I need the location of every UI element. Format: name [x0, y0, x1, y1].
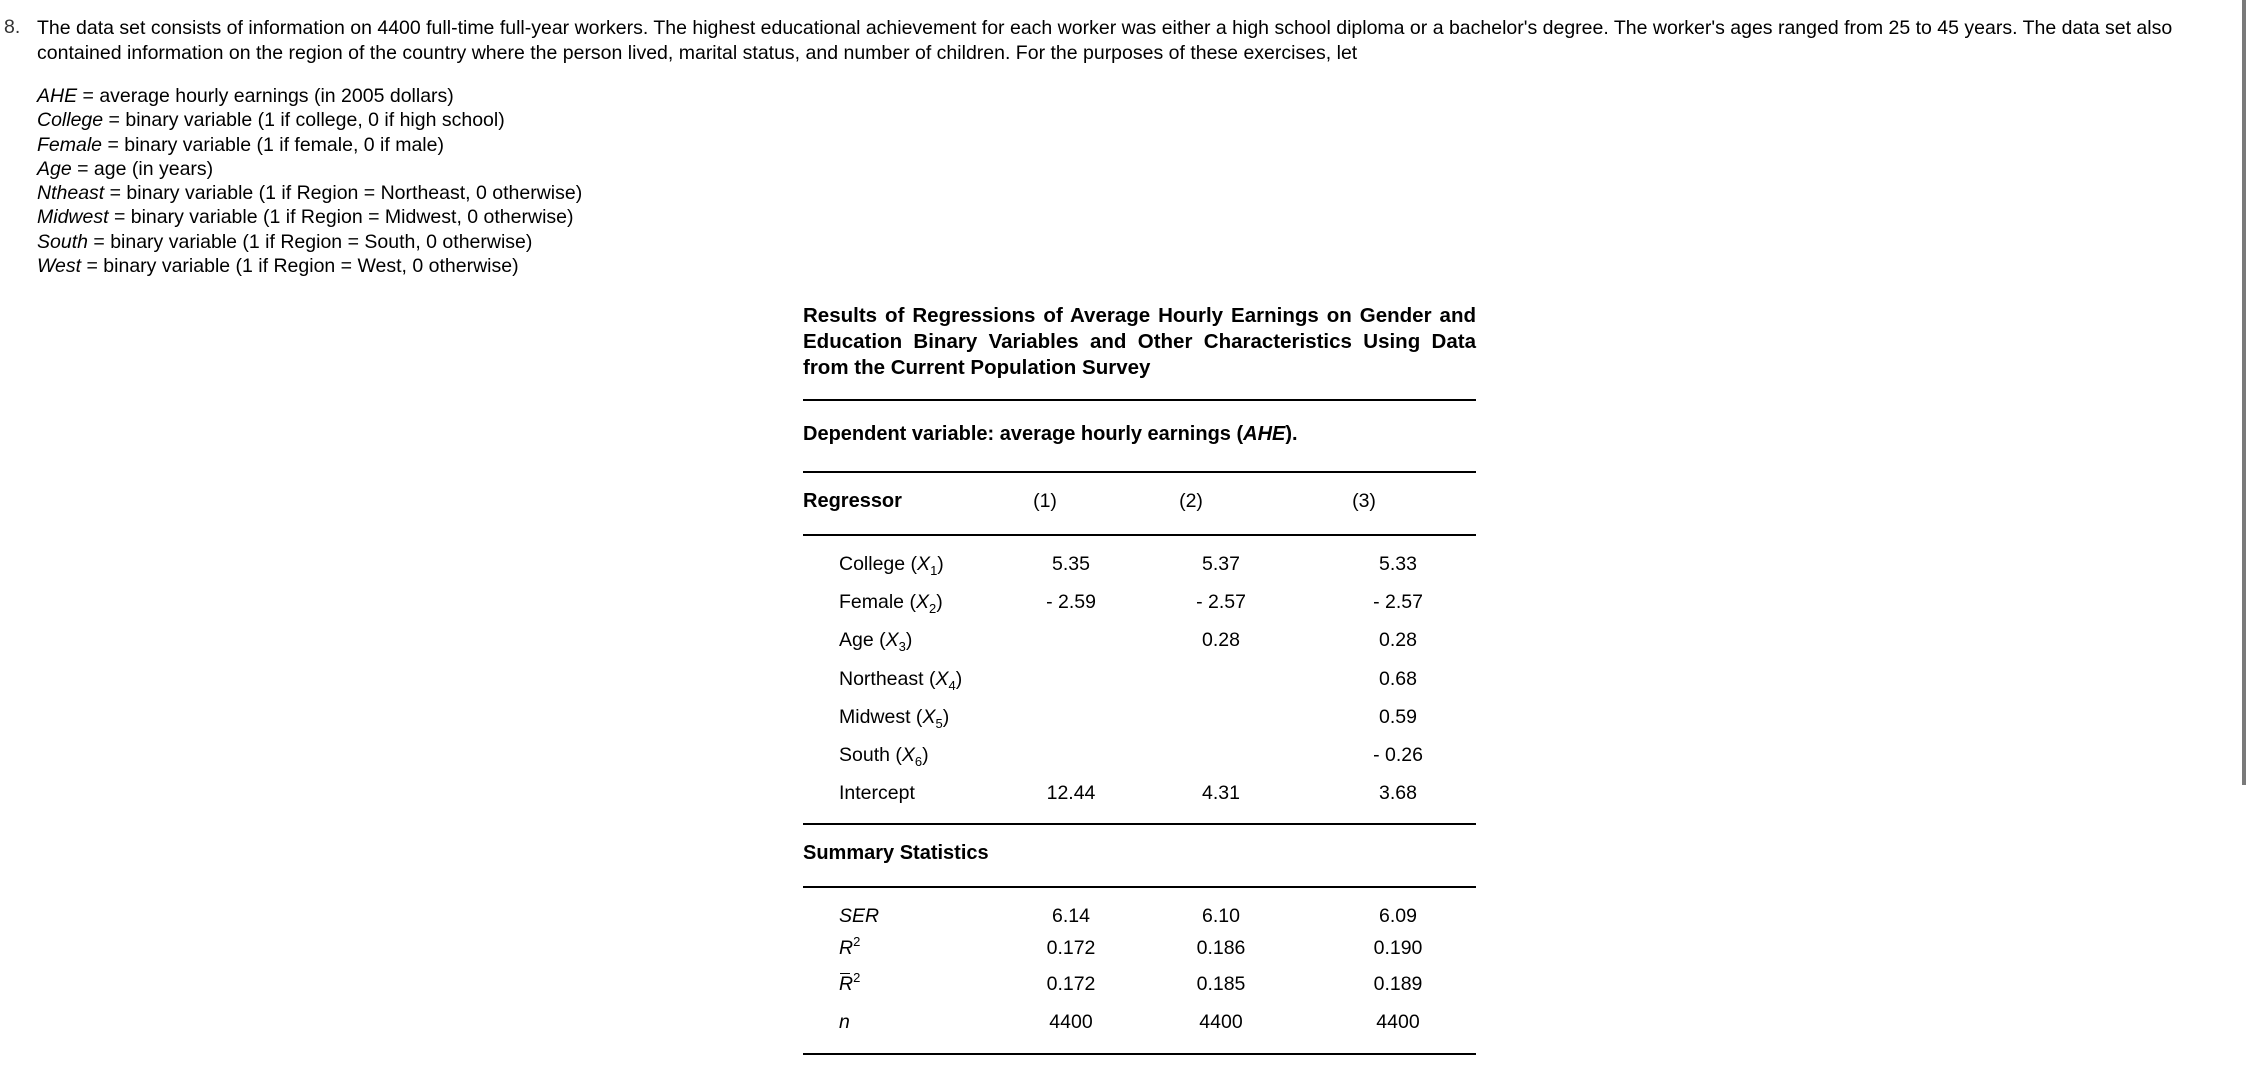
- definition-row: [37, 108, 582, 132]
- definition-term: AHE: [37, 85, 78, 107]
- table-rule: [803, 399, 1476, 401]
- summary-row: [803, 934, 1476, 967]
- regressor-label: [839, 782, 915, 805]
- regressor-subscript: 1: [930, 563, 938, 578]
- table-rule: [803, 886, 1476, 888]
- regressor-var: X: [885, 629, 899, 652]
- summary-row: [803, 1011, 1476, 1041]
- summary-row: [803, 970, 1476, 1003]
- summary-row: [803, 905, 1476, 935]
- coefficient-cell: - 0.26: [1373, 744, 1423, 766]
- column-header: (2): [1179, 490, 1203, 512]
- table-row: [803, 629, 1476, 659]
- regressor-subscript: 3: [898, 639, 906, 655]
- column-header: (1): [1033, 490, 1057, 512]
- regressor-subscript: 6: [914, 754, 923, 769]
- regressor-var: X: [901, 744, 915, 766]
- coefficient-cell: 3.68: [1379, 782, 1417, 805]
- statistic-name: R: [839, 937, 854, 959]
- question-number: 8.: [4, 16, 21, 38]
- statistic-cell: 4400: [1049, 1011, 1093, 1033]
- regressor-name: Midwest (: [839, 705, 923, 728]
- statistic-name: SER: [839, 905, 880, 927]
- statistic-cell: 6.09: [1379, 905, 1417, 927]
- definition-row: [37, 205, 582, 229]
- dependent-prefix: Dependent variable: average hourly earnings (: [803, 423, 1244, 445]
- table-rule: [803, 534, 1476, 536]
- table-title: Results of Regressions of Average Hourly Earnings on Gender and Education Binary Variables and Other Characteristics Using Data from the Current Population Survey: [803, 304, 1476, 379]
- regressor-var: X: [915, 591, 929, 614]
- statistic-cell: 0.189: [1373, 973, 1423, 995]
- regressor-var: X: [935, 667, 949, 690]
- summary-header: Summary Statistics: [803, 842, 989, 864]
- regressor-var: X: [922, 705, 936, 728]
- adjusted-r-squared-symbol: [839, 973, 853, 996]
- dependent-suffix: ).: [1285, 423, 1298, 445]
- statistic-label: [839, 905, 879, 928]
- regressor-name: South (: [839, 744, 902, 766]
- regressor-subscript: 5: [935, 715, 943, 731]
- coefficient-cell: 0.28: [1379, 629, 1417, 652]
- coefficient-cell: 12.44: [1046, 782, 1096, 805]
- regressor-close: ): [937, 553, 944, 575]
- statistic-cell: 0.172: [1046, 973, 1096, 995]
- table-rule: [803, 471, 1476, 473]
- coefficient-cell: 4.31: [1202, 782, 1240, 805]
- definition-term: Midwest: [37, 206, 109, 229]
- statistic-cell: 0.190: [1373, 937, 1423, 959]
- definition-row: [37, 84, 582, 108]
- regressor-label: [839, 744, 929, 767]
- coefficient-cell: 0.68: [1379, 667, 1417, 690]
- statistic-cell: 6.10: [1202, 905, 1240, 927]
- coefficient-cell: - 2.57: [1196, 591, 1246, 614]
- statistic-label: [839, 1011, 850, 1034]
- table-rule: [803, 1053, 1476, 1055]
- definition-term: South: [37, 230, 88, 253]
- table-rule: [803, 823, 1476, 825]
- statistic-superscript: 2: [853, 970, 861, 985]
- regressor-name: Female (: [839, 591, 916, 614]
- definition-row: [37, 133, 582, 157]
- dependent-variable-caption: [803, 423, 1298, 446]
- regressor-close: ): [922, 744, 929, 766]
- regressor-close: ): [942, 705, 950, 728]
- table-row: [803, 591, 1476, 621]
- coefficient-cell: - 2.59: [1046, 591, 1096, 614]
- definition-desc: = average hourly earnings (in 2005 dollars): [77, 85, 454, 107]
- definition-desc: = binary variable (1 if female, 0 if male): [102, 133, 444, 156]
- statistic-cell: 0.186: [1196, 937, 1246, 959]
- regressor-label: [839, 553, 944, 576]
- regression-table: [803, 303, 1476, 1033]
- table-row: [803, 553, 1476, 583]
- statistic-name: R: [839, 973, 854, 995]
- definition-row: [37, 254, 582, 278]
- definition-row: [37, 157, 582, 181]
- definition-term: College: [37, 109, 104, 132]
- table-row: [803, 706, 1476, 736]
- coefficient-cell: 5.35: [1052, 553, 1090, 575]
- regressor-var: X: [917, 553, 931, 575]
- regressor-label: [839, 668, 962, 691]
- vertical-scrollbar[interactable]: [2242, 0, 2246, 785]
- coefficient-cell: 5.37: [1202, 553, 1240, 575]
- regressor-name: Age (: [839, 629, 886, 652]
- definition-desc: = binary variable (1 if Region = South, 0 otherwise): [87, 230, 533, 253]
- statistic-cell: 0.185: [1196, 973, 1246, 995]
- table-row: [803, 782, 1476, 812]
- regressor-close: ): [905, 629, 913, 652]
- definition-term: Female: [37, 133, 103, 156]
- coefficient-cell: 0.28: [1202, 629, 1240, 652]
- statistic-cell: 0.172: [1046, 937, 1096, 959]
- statistic-label: [839, 934, 861, 960]
- regressor-name: College (: [839, 553, 918, 575]
- coefficient-cell: 5.33: [1379, 553, 1417, 575]
- statistic-name: n: [839, 1011, 850, 1033]
- definition-desc: = binary variable (1 if college, 0 if high school): [103, 109, 505, 132]
- question-intro: The data set consists of information on 4400 full-time full-year workers. The highest educational achievement for each worker was either a high school diploma or a bachelor's degree. The worker's ages ranged from 25 to 45 years. The data set also contained information on the region of the country where the person lived, marital status, and number of children. For the purposes of these exercises, let: [37, 17, 2173, 64]
- definition-desc: = binary variable (1 if Region = Northeast, 0 otherwise): [104, 182, 583, 205]
- definition-term: Age: [37, 157, 72, 180]
- regressor-header: Regressor: [803, 490, 902, 512]
- table-row: [803, 668, 1476, 698]
- regressor-subscript: 4: [948, 677, 956, 693]
- regressor-close: ): [936, 591, 943, 614]
- definition-desc: = age (in years): [71, 157, 214, 180]
- statistic-label: [839, 970, 861, 996]
- variable-definitions: [37, 84, 582, 278]
- column-header: (3): [1352, 490, 1376, 512]
- statistic-superscript: 2: [853, 934, 861, 949]
- definition-row: [37, 181, 582, 205]
- regressor-name: Northeast (: [839, 667, 936, 690]
- definition-term: Ntheast: [37, 182, 105, 205]
- coefficient-cell: - 2.57: [1373, 591, 1423, 614]
- regressor-label: [839, 706, 949, 729]
- definition-term: West: [37, 255, 82, 278]
- regressor-label: [839, 591, 943, 617]
- statistic-cell: 6.14: [1052, 905, 1090, 927]
- definition-desc: = binary variable (1 if Region = Midwest, 0 otherwise): [108, 206, 574, 229]
- coefficient-cell: 0.59: [1379, 705, 1417, 728]
- regressor-label: [839, 629, 913, 655]
- definition-desc: = binary variable (1 if Region = West, 0 otherwise): [81, 255, 519, 278]
- statistic-cell: 4400: [1376, 1011, 1420, 1033]
- dependent-var: AHE: [1243, 423, 1286, 445]
- table-row: [803, 744, 1476, 774]
- definition-row: [37, 230, 582, 254]
- regressor-close: ): [955, 667, 963, 690]
- statistic-cell: 4400: [1199, 1011, 1243, 1033]
- regressor-subscript: 2: [928, 601, 937, 617]
- regressor-name: Intercept: [839, 782, 915, 805]
